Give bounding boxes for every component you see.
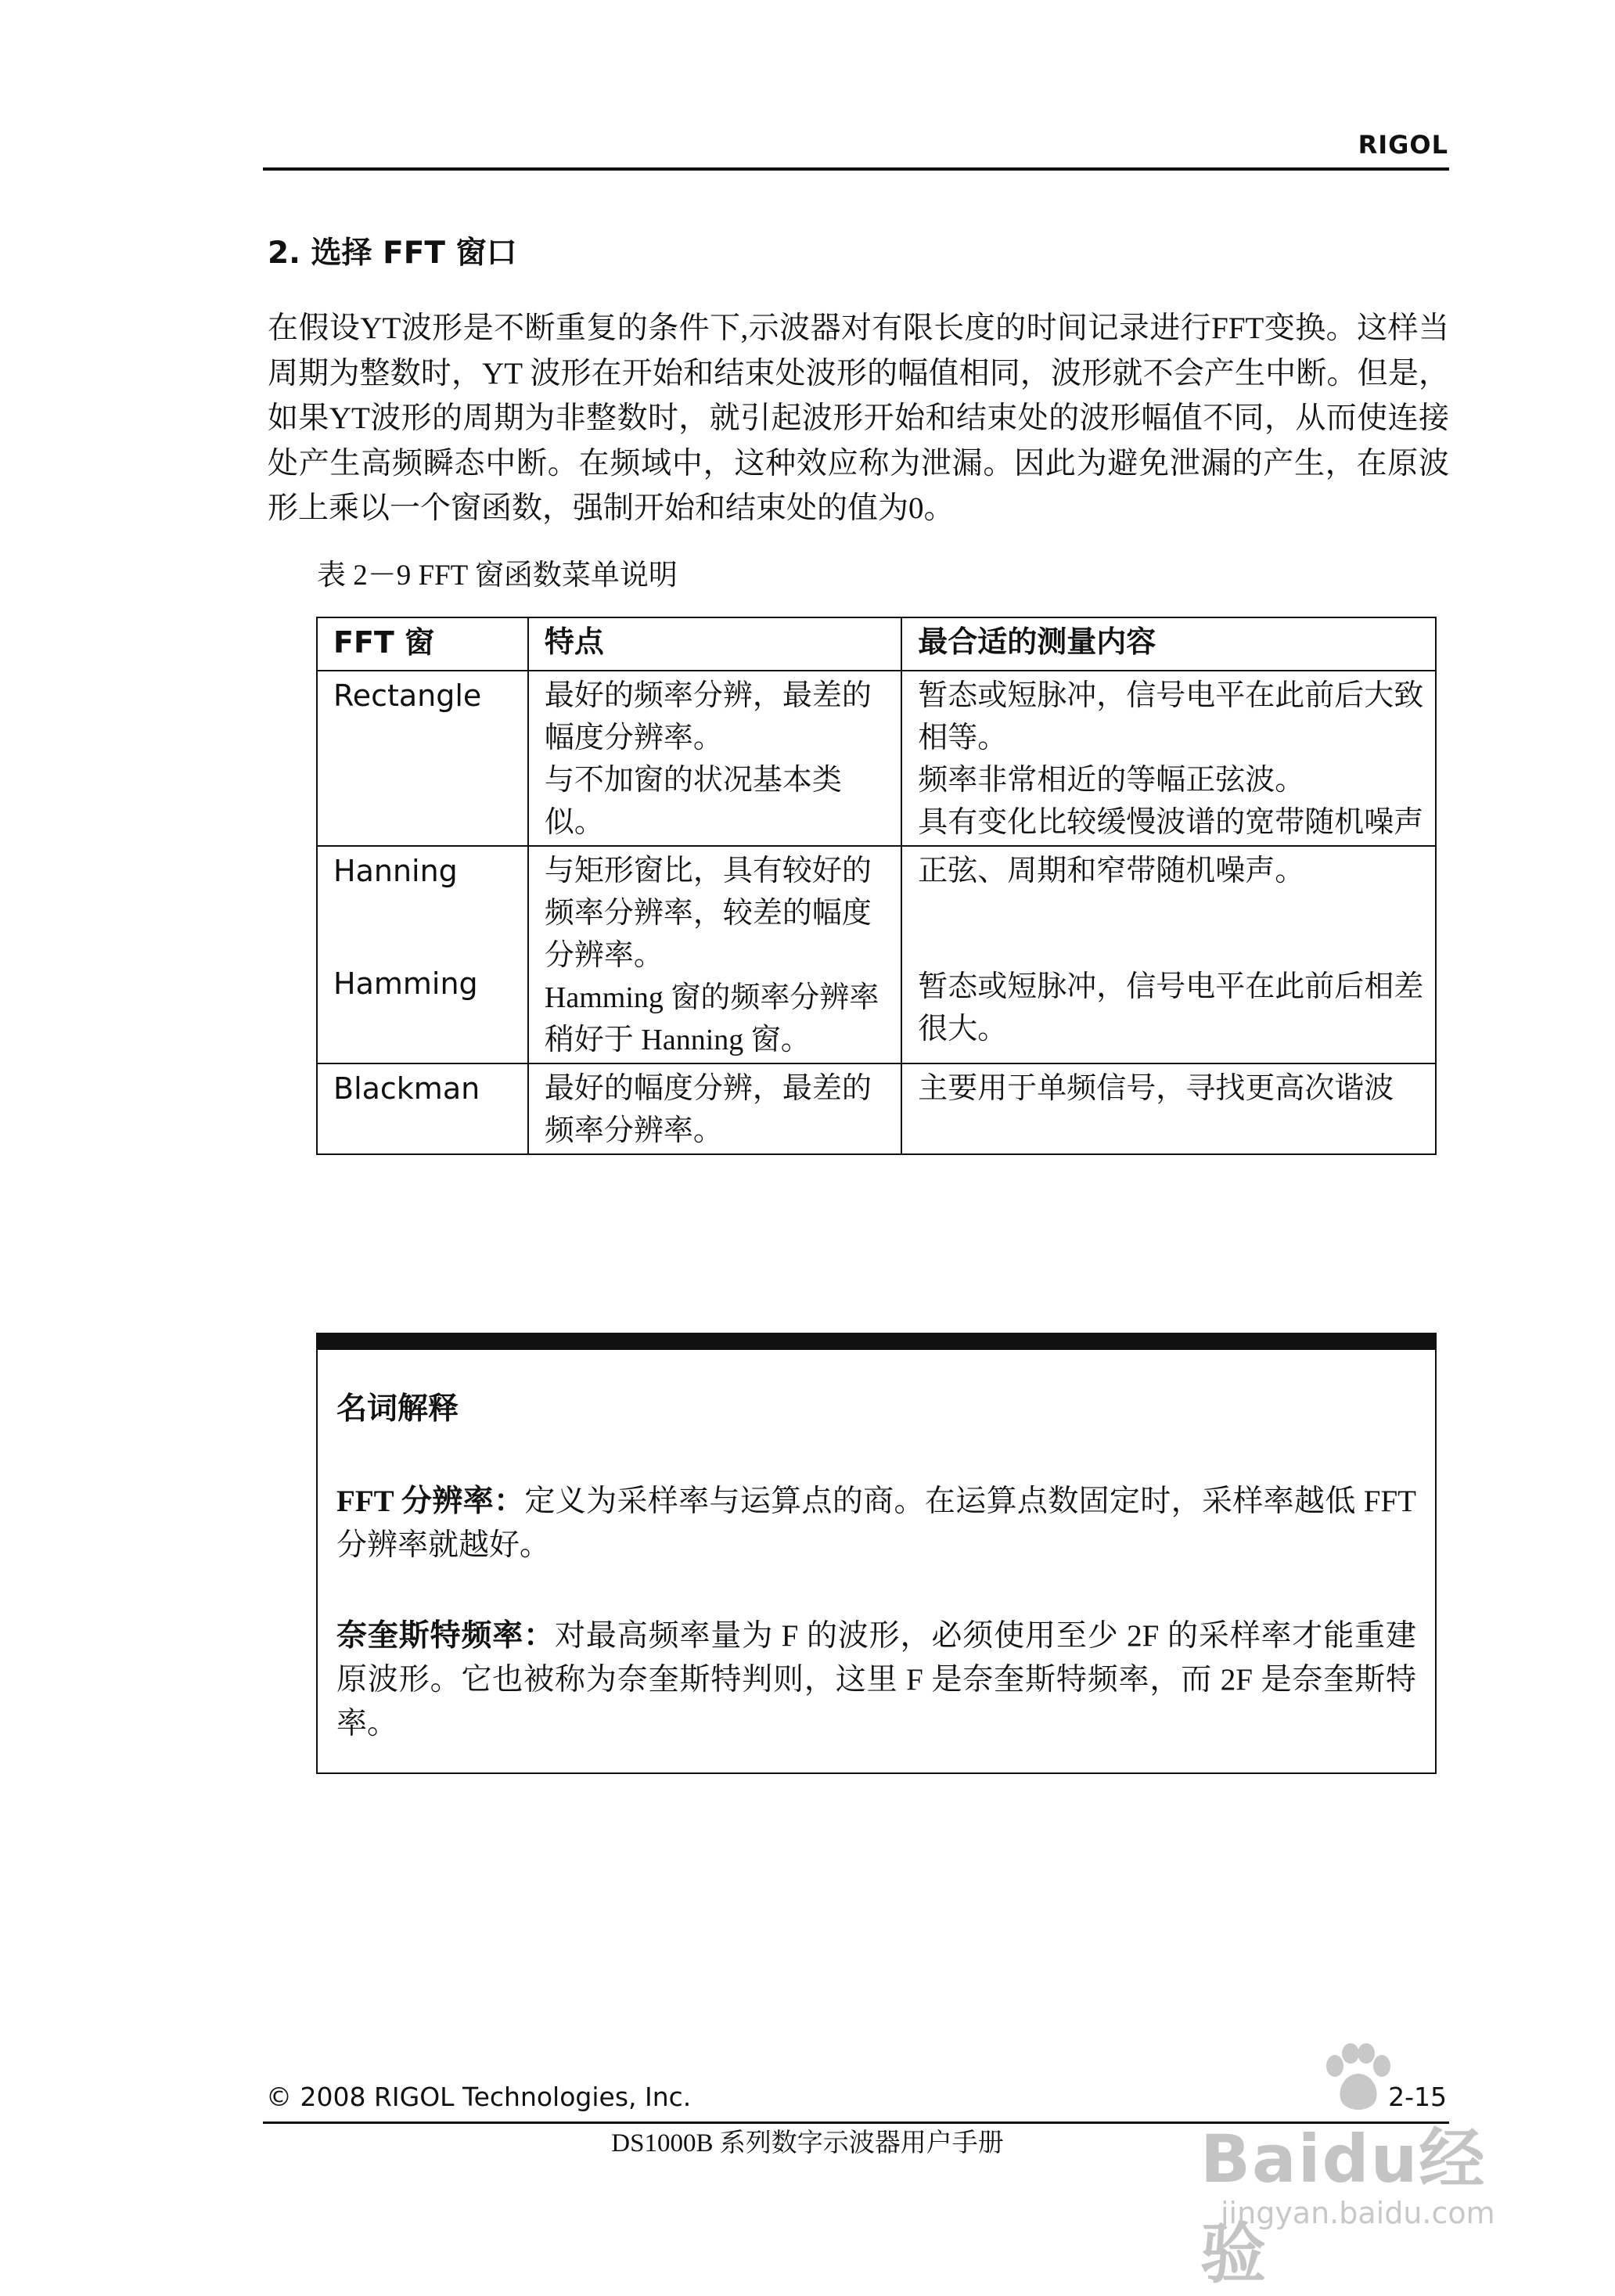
header-best-measurement: 最合适的测量内容 xyxy=(901,617,1436,671)
feature-text: Hamming 窗的频率分辨率稍好于 Hanning 窗。 xyxy=(544,981,879,1056)
best-measurement-text: 暂态或短脉冲，信号电平在此前后相差很大。 xyxy=(918,970,1424,1045)
best-measurement-text: 频率非常相近的等幅正弦波。 xyxy=(918,764,1305,797)
section-title: 2. 选择 FFT 窗口 xyxy=(268,236,517,271)
best-measurement-text: 暂态或短脉冲，信号电平在此前后大致相等。 xyxy=(918,679,1424,754)
best-measurement-cell xyxy=(901,671,1436,846)
glossary-definition: 定义为采样率与运算点的商。在运算点数固定时，采样率越低 FFT 分辨率就越好。 xyxy=(336,1484,1416,1562)
header-fft-window: FFT 窗 xyxy=(317,617,528,671)
glossary-content xyxy=(318,1350,1435,1746)
spacer xyxy=(333,892,516,920)
glossary-title: 名词解释 xyxy=(336,1392,459,1426)
footer-page-number: 2-15 xyxy=(1388,2082,1447,2112)
baidu-watermark xyxy=(1192,2042,1521,2292)
watermark-url: jingyan.baidu.com xyxy=(1221,2196,1495,2230)
window-name: Rectangle xyxy=(317,671,528,846)
table-row-blackman xyxy=(317,1063,1436,1154)
glossary-box xyxy=(316,1333,1437,1774)
best-measurement-cell xyxy=(901,846,1436,1063)
best-measurement-text: 主要用于单频信号，寻找更高次谐波 xyxy=(901,1063,1436,1154)
feature-text: 最好的幅度分辨，最差的频率分辨率。 xyxy=(528,1063,901,1154)
window-name-cell xyxy=(317,846,528,1063)
paw-icon xyxy=(1318,2042,1396,2113)
best-measurement-text: 具有变化比较缓慢波谱的宽带随机噪声 xyxy=(918,806,1424,839)
table-caption: 表 2－9 FFT 窗函数菜单说明 xyxy=(317,560,678,592)
fft-window-table xyxy=(316,617,1437,1155)
glossary-term: FFT 分辨率： xyxy=(336,1484,525,1518)
table-row-rectangle xyxy=(317,671,1436,846)
header-brand: RIGOL xyxy=(1358,130,1448,160)
window-name: Blackman xyxy=(317,1063,528,1154)
footer-copyright: © 2008 RIGOL Technologies, Inc. xyxy=(266,2082,692,2112)
table-row-hanning-hamming xyxy=(317,846,1436,1063)
table-header-row xyxy=(317,617,1436,671)
feature-cell xyxy=(528,671,901,846)
header-divider xyxy=(263,167,1449,171)
feature-text: 与矩形窗比，具有较好的频率分辨率，较差的幅度分辨率。 xyxy=(544,855,872,972)
header-features: 特点 xyxy=(528,617,901,671)
window-name: Hanning xyxy=(333,854,458,888)
glossary-definition: 对最高频率量为 F 的波形，必须使用至少 2F 的采样率才能重建原波形。它也被称为奈奎斯特判则，这里 F 是奈奎斯特频率，而 2F 是奈奎斯特率。 xyxy=(336,1619,1416,1740)
glossary-term: 奈奎斯特频率： xyxy=(336,1619,556,1653)
glossary-item xyxy=(336,1480,1416,1567)
feature-cell xyxy=(528,846,901,1063)
feature-text: 与不加窗的状况基本类似。 xyxy=(544,764,842,839)
watermark-logo: Baidu经验 xyxy=(1200,2121,1487,2292)
glossary-item xyxy=(336,1614,1416,1746)
best-measurement-text: 正弦、周期和窄带随机噪声。 xyxy=(918,855,1305,887)
window-name: Hamming xyxy=(333,966,478,1001)
footer-manual-title: DS1000B 系列数字示波器用户手册 xyxy=(611,2129,1004,2157)
feature-text: 最好的频率分辨，最差的幅度分辨率。 xyxy=(544,679,872,754)
intro-paragraph: 在假设YT波形是不断重复的条件下,示波器对有限长度的时间记录进行FFT变换。这样当周期为整数时，YT 波形在开始和结束处波形的幅值相同，波形就不会产生中断。但是，如果YT波形的周期为非整数时，就引起波形开始和结束处的波形幅值不同，从而使连接处产生高频瞬态中断。在频域中，这种效应称为泄漏。因此为避免泄漏的产生，在原波形上乘以一个窗函数，强制开始和结束处的值为0。 xyxy=(268,311,1449,525)
